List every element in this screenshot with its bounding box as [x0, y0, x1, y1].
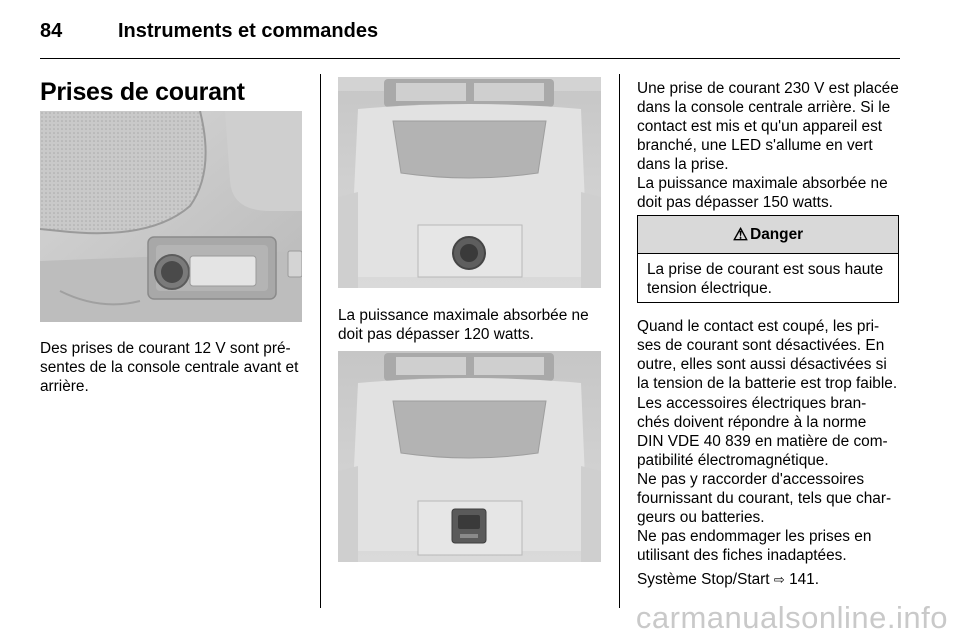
- figure-front-console-socket: [40, 111, 302, 322]
- chapter-title: Instruments et commandes: [118, 20, 379, 42]
- figure-rear-console-12v-socket: [338, 77, 601, 288]
- caption-max-power-120: La puissance maximale absorbée ne doit pas dépasser 120 watts.: [338, 307, 589, 343]
- paragraph-max-power-150: La puissance maximale absorbée ne doit pas dépasser 150 watts.: [637, 175, 888, 211]
- reference-stop-start[interactable]: [637, 570, 912, 589]
- page-reference-icon: ⇨: [773, 572, 785, 587]
- danger-title: Danger: [750, 225, 804, 243]
- figure-rear-console-230v-socket: [338, 351, 601, 562]
- paragraph-no-unsuitable-plugs: Ne pas endommager les prises en utilisant des fiches inadaptées.: [637, 528, 872, 564]
- watermark: carmanualsonline.info: [635, 600, 948, 635]
- danger-text: La prise de courant est sous haute tension électrique.: [647, 261, 884, 297]
- section-title: Prises de courant: [40, 78, 245, 106]
- paragraph-230v-socket: Une prise de courant 230 V est placée dans la console centrale arrière. Si le contact est mis et qu'un appareil est branché, une LED s'allume en vert dans la prise.: [637, 80, 899, 173]
- danger-box: [637, 215, 899, 303]
- header-rule: [40, 58, 900, 59]
- paragraph-sockets-deactivated: Quand le contact est coupé, les pri- ses de courant sont désactivées. En outre, elles sont aussi désactivées si la tension de la batterie est trop faible.: [637, 318, 898, 392]
- reference-page: 141.: [789, 571, 820, 588]
- danger-header: [638, 216, 898, 254]
- paragraph-no-current-sources: Ne pas y raccorder d'accessoires fournissant du courant, tels que char- geurs ou batteries.: [637, 471, 892, 526]
- paragraph-din-vde-norm: Les accessoires électriques bran- chés doivent répondre à la norme DIN VDE 40 839 en matière de com- patibilité électromagnétique.: [637, 395, 888, 469]
- warning-triangle-icon: ⚠: [732, 224, 749, 244]
- column-divider-2: [619, 74, 620, 608]
- reference-label: Système Stop/Start: [637, 571, 770, 588]
- column-divider-1: [320, 74, 321, 608]
- caption-front-sockets: Des prises de courant 12 V sont pré- sentes de la console centrale avant et arrière.: [40, 340, 299, 395]
- page-number: 84: [40, 20, 63, 42]
